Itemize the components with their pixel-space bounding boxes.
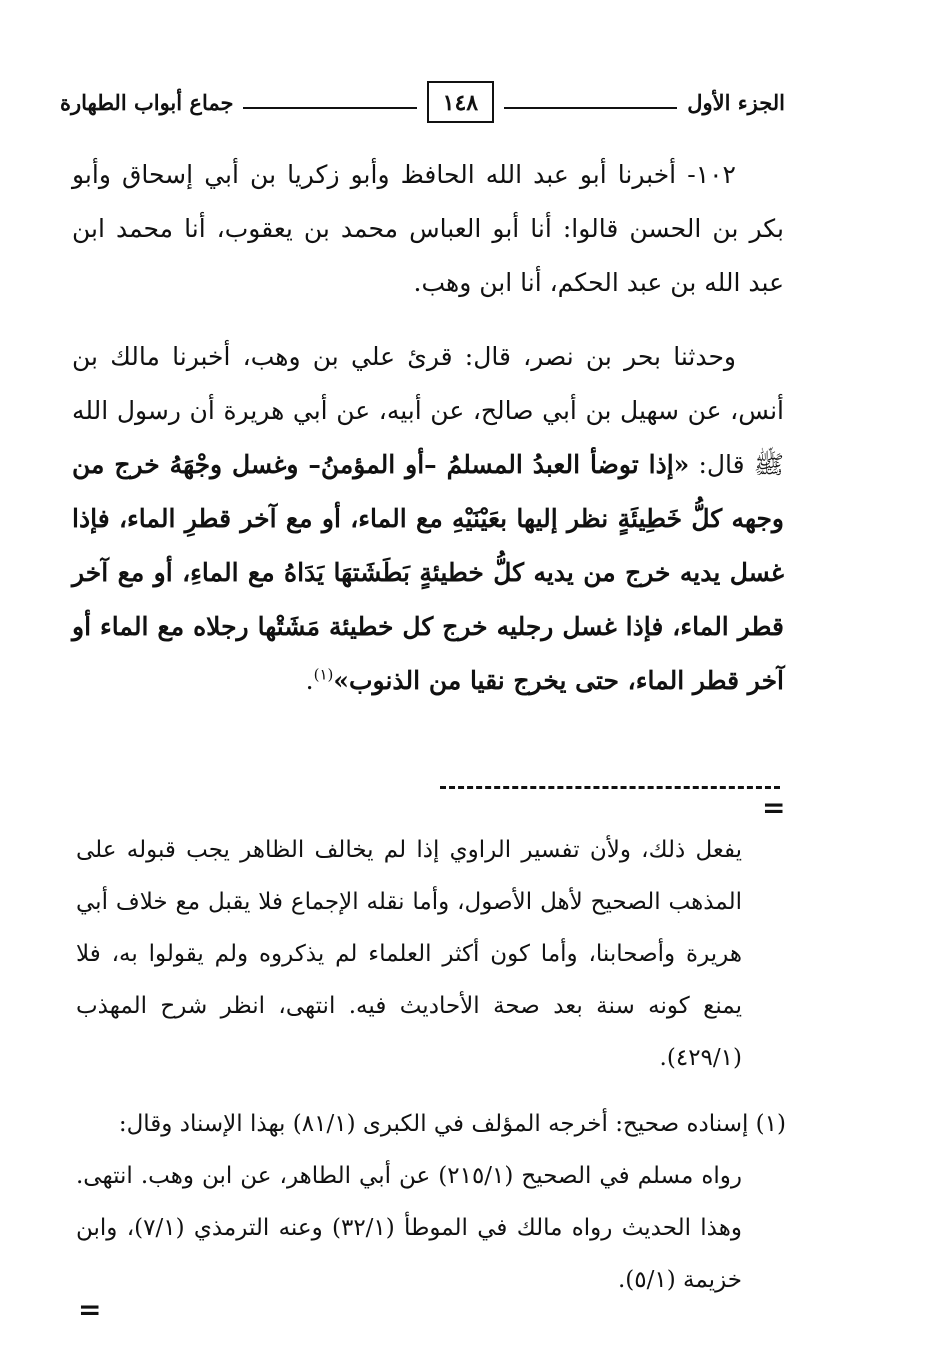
footnote-1-first-line [76,1098,786,1150]
isnad-text-2: وحدثنا بحر بن نصر، قال: قرئ علي بن وهب، أخبرنا مالك بن أنس، عن سهيل بن أبي صالح، عن أبيه، عن أبي هريرة أن رسول الله ﷺ قال: [72,342,784,479]
paragraph-102 [72,148,784,310]
footnote-continuation-text: يفعل ذلك، ولأن تفسير الراوي إذا لم يخالف الظاهر يجب قبوله على المذهب الصحيح لأهل الأصول، وأما نقله الإجماع فلا يقبل مع خلاف أبي هريرة وأصحابنا، وأما كون أكثر العلماء لم يذكروه ولم يقولوا به، فلا يمنع كونه سنة بعد صحة الأحاديث فيه. انتهى، انظر شرح المهذب (٤٢٩/١). [76,837,742,1071]
volume-title: الجزء الأول [687,89,785,115]
footnote-1 [76,1098,786,1306]
footnote-1-body: رواه مسلم في الصحيح (٢١٥/١) عن أبي الطاهر، عن ابن وهب. انتهى. وهذا الحديث رواه مالك في الموطأ (٣٢/١) وعنه الترمذي (٧/١)، وابن خزيمة (٥/١). [76,1163,742,1293]
footnote-continuation [76,824,786,1084]
page-number: ١٤٨ [427,81,494,123]
footnote-1-line1: إسناده صحيح: أخرجه المؤلف في الكبرى (٨١/١) بهذا الإسناد وقال: [118,1111,749,1137]
header-rule-right [504,107,677,109]
paragraph-hadith [72,330,784,708]
footnote-reference: (١) [313,665,334,684]
continuation-mark: = [762,791,786,824]
period: . [305,666,314,695]
chapter-title: جماع أبواب الطهارة [59,89,234,115]
hadith-paragraph [72,330,784,708]
hadith-text: «إذا توضأ العبدُ المسلمُ –أو المؤمنُ– وغسل وجْهَهُ خرج من وجهه كلُّ خَطِيئَةٍ نظر إليها بعَيْنَيْهِ مع الماء، أو مع آخر قطرِ الماء، فإذا غسل يديه خرج من يديه كلُّ خطيئةٍ بَطَشَتهَا يَدَاهُ مع الماءِ، أو مع آخر قطر الماء، فإذا غسل رجليه خرج كل خطيئة مَشَتْها رجلاه مع الماء أو آخر قطر الماء، حتى يخرج نقيا من الذنوب» [72,450,784,695]
footnote-separator [440,786,780,789]
footnote-1-marker: (١) [755,1111,786,1137]
page-header [60,76,785,128]
isnad-text: ١٠٢- أخبرنا أبو عبد الله الحافظ وأبو زكريا بن أبي إسحاق وأبو بكر بن الحسن قالوا: أنا أبو العباس محمد بن يعقوب، أنا محمد ابن عبد الله بن عبد الحكم، أنا ابن وهب. [72,160,784,297]
header-rule-left [243,107,416,109]
end-continuation-mark: = [78,1293,102,1326]
